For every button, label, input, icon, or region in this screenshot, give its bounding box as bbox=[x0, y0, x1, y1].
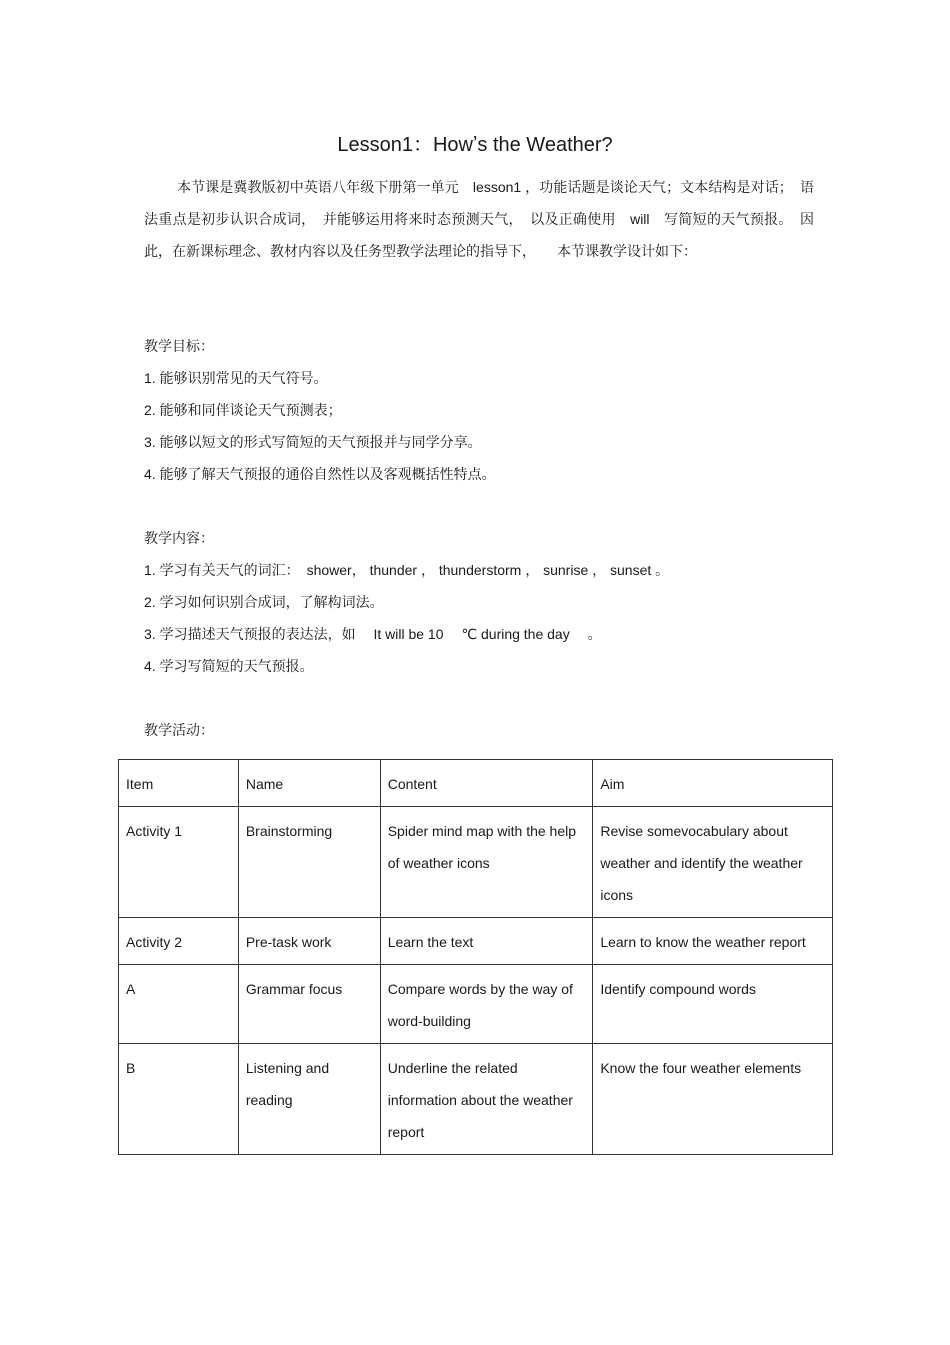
activities-table bbox=[118, 759, 833, 1155]
table-cell: Brainstorming bbox=[238, 807, 380, 918]
table-cell: Activity 2 bbox=[119, 918, 239, 965]
column-header: Content bbox=[380, 760, 593, 807]
list-item: 3. 能够以短文的形式写简短的天气预报并与同学分享。 bbox=[144, 434, 482, 450]
table-cell: Underline the related information about the weather report bbox=[380, 1044, 593, 1155]
list-item: 1. 能够识别常见的天气符号。 bbox=[144, 370, 328, 386]
column-header: Aim bbox=[593, 760, 833, 807]
table-row bbox=[119, 807, 833, 918]
table-cell: Identify compound words bbox=[593, 965, 833, 1044]
goals-heading: 教学目标： bbox=[144, 338, 214, 354]
column-header: Item bbox=[119, 760, 239, 807]
table-cell: B bbox=[119, 1044, 239, 1155]
table-cell: Grammar focus bbox=[238, 965, 380, 1044]
column-header: Name bbox=[238, 760, 380, 807]
list-item: 1. 学习有关天气的词汇： shower， thunder ， thunderstorm ， sunrise ， sunset 。 bbox=[144, 562, 670, 578]
page-title: Lesson1：Howʼs the Weather? bbox=[337, 134, 613, 156]
content-heading: 教学内容： bbox=[144, 530, 214, 546]
goals-list bbox=[144, 362, 814, 490]
table-cell: Compare words by the way of word-building bbox=[380, 965, 593, 1044]
table-cell: Listening and reading bbox=[238, 1044, 380, 1155]
table-row bbox=[119, 965, 833, 1044]
intro-paragraph: 本节课是冀教版初中英语八年级下册第一单元 lesson1 ，功能话题是谈论天气；文本结构是对话； 语法重点是初步认识合成词， 并能够运用将来时态预测天气， 以及正确使用 will 写简短的天气预报。 因此，在新课标理念、教材内容以及任务型教学法理论的指导下， 本节课教学设计如下： bbox=[144, 179, 814, 259]
activities-heading: 教学活动： bbox=[144, 722, 214, 738]
table-cell: Learn to know the weather report bbox=[593, 918, 833, 965]
table-row bbox=[119, 918, 833, 965]
content-list bbox=[144, 554, 814, 682]
list-item: 4. 学习写简短的天气预报。 bbox=[144, 658, 314, 674]
table-cell: Spider mind map with the help of weather icons bbox=[380, 807, 593, 918]
table-cell: Pre-task work bbox=[238, 918, 380, 965]
table-cell: Revise somevocabulary about weather and identify the weather icons bbox=[593, 807, 833, 918]
table-row bbox=[119, 1044, 833, 1155]
table-cell: A bbox=[119, 965, 239, 1044]
list-item: 4. 能够了解天气预报的通俗自然性以及客观概括性特点。 bbox=[144, 466, 496, 482]
table-header-row bbox=[119, 760, 833, 807]
table-cell: Learn the text bbox=[380, 918, 593, 965]
list-item: 3. 学习描述天气预报的表达法，如 It will be 10 ℃ during the day 。 bbox=[144, 626, 602, 642]
table-cell: Activity 1 bbox=[119, 807, 239, 918]
list-item: 2. 学习如何识别合成词，了解构词法。 bbox=[144, 594, 384, 610]
list-item: 2. 能够和同伴谈论天气预测表； bbox=[144, 402, 342, 418]
table-cell: Know the four weather elements bbox=[593, 1044, 833, 1155]
